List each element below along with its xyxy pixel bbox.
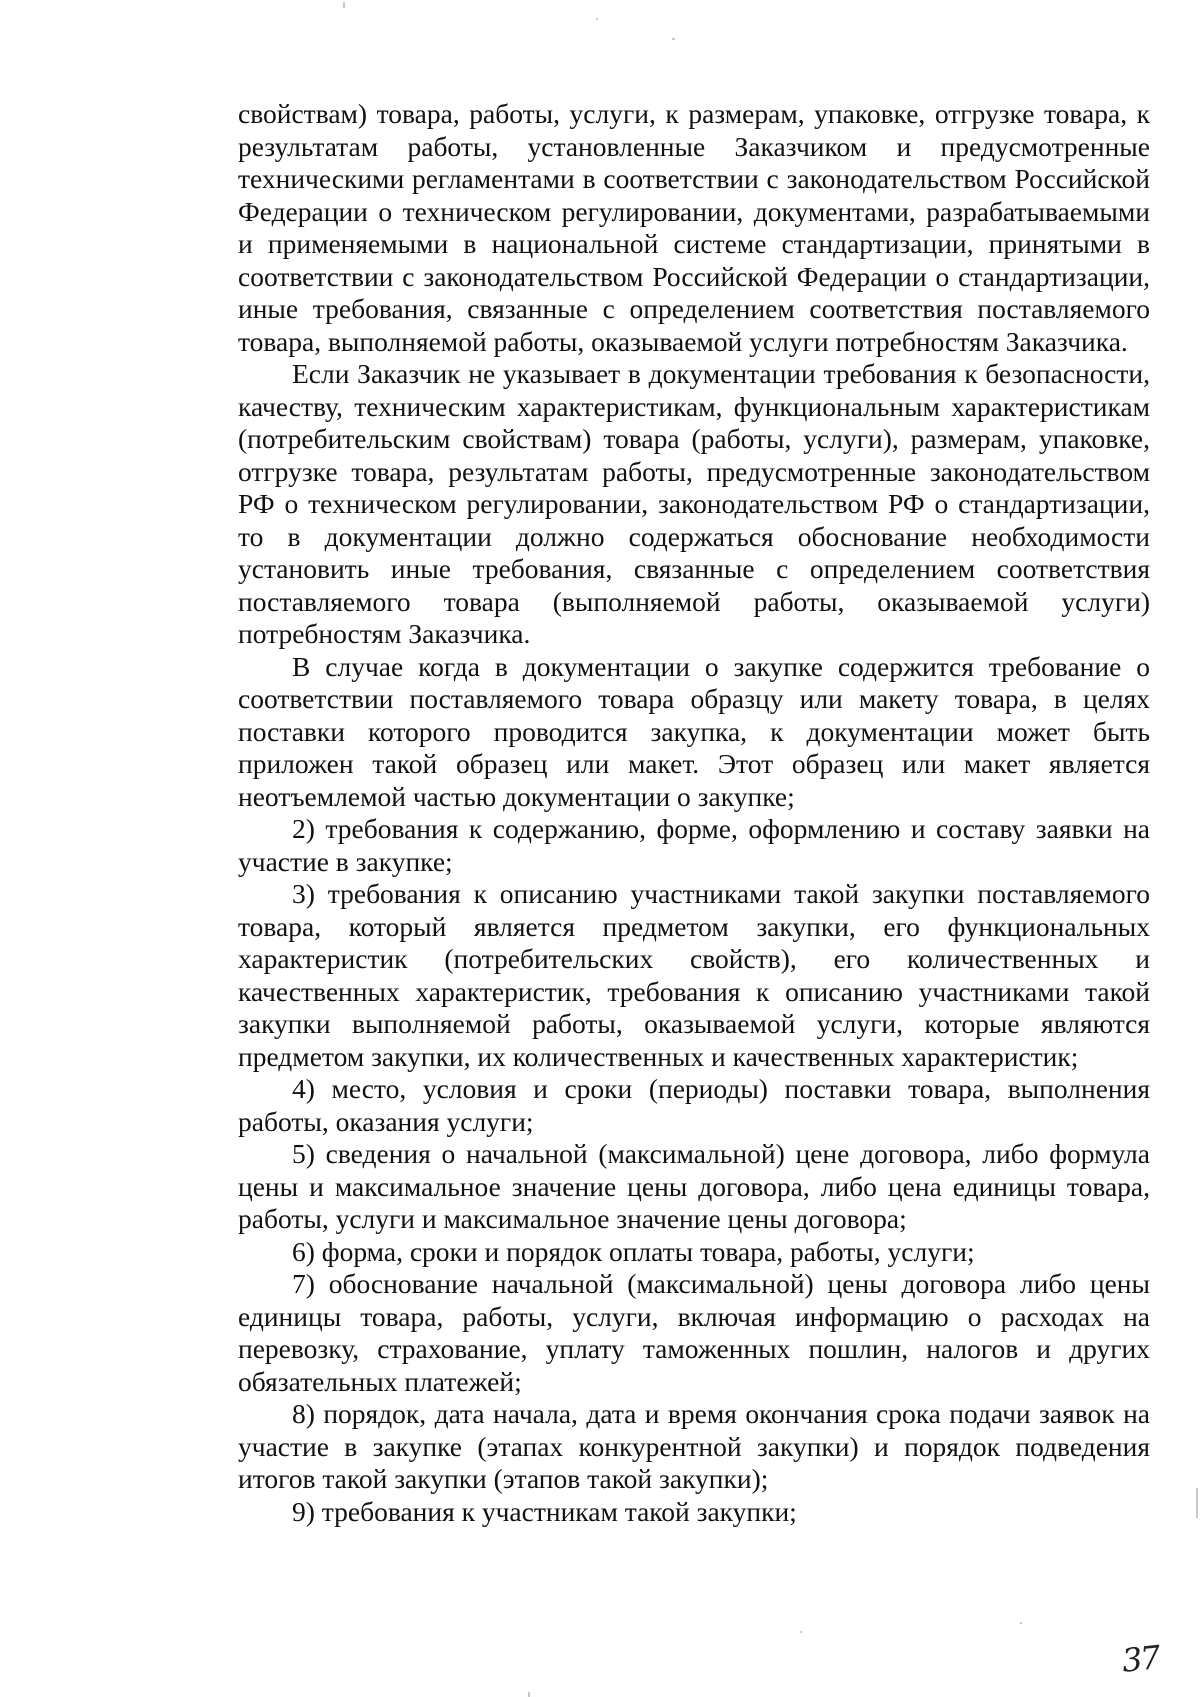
list-item-3: 3) требования к описанию участниками такой закупки поставляемого товара, который является предметом закупки, его функциональных характеристик (потребительских свойств), его количественных и качественных характеристик, требования к описанию участниками такой закупки выполняемой работы, оказываемой услуги, которые являются предметом закупки, их количественных и качественных характеристик; (238, 878, 1150, 1072)
list-item-6: 6) форма, сроки и порядок оплаты товара, работы, услуги; (292, 1235, 975, 1267)
list-item-8: 8) порядок, дата начала, дата и время окончания срока подачи заявок на участие в закупке (этапах конкурентной закупки) и порядок подведения итогов такой закупки (этапов такой закупки); (238, 1398, 1150, 1494)
list-item-9: 9) требования к участникам такой закупки; (292, 1495, 797, 1527)
page-number: 37 (1120, 1638, 1161, 1680)
document-body (238, 98, 1150, 1528)
scan-speck (343, 2, 345, 8)
paragraph-sample-model: В случае когда в документации о закупке содержится требование о соответствии поставляемого товара образцу или макету товара, в целях поставки которого проводится закупка, к документации может быть приложен такой образец или макет. Этот образец или макет является неотъемлемой частью документации о закупке; (238, 650, 1150, 812)
scan-speck (528, 1692, 530, 1697)
list-item-2: 2) требования к содержанию, форме, оформлению и составу заявки на участие в закупке; (238, 813, 1150, 877)
scan-speck (596, 18, 598, 20)
paragraph-requirements-justification: Если Заказчик не указывает в документации требования к безопасности, качеству, техническим характеристикам, функциональным характеристикам (потребительским свойствам) товара (работы, услуги), размерам, упаковке, отгрузке товара, результатам работы, предусмотренные законодательством РФ о техническом регулировании, законодательством РФ о стандартизации, то в документации должно содержаться обоснование необходимости установить иные требования, связанные с определением соответствия поставляемого товара (выполняемой работы, оказываемой услуги) потребностям Заказчика. (238, 358, 1150, 649)
scan-speck (1196, 1488, 1198, 1518)
paragraph-continuation: свойствам) товара, работы, услуги, к размерам, упаковке, отгрузке товара, к результатам работы, установленные Заказчиком и предусмотренные техническими регламентами в соответствии с законодательством Российской Федерации о техническом регулировании, документами, разрабатываемыми и применяемыми в национальной системе стандартизации, принятыми в соответствии с законодательством Российской Федерации о стандартизации, иные требования, связанные с определением соответствия поставляемого товара, выполняемой работы, оказываемой услуги потребностям Заказчика. (238, 98, 1150, 357)
scan-speck (672, 38, 675, 40)
list-item-5: 5) сведения о начальной (максимальной) цене договора, либо формула цены и максимальное значение цены договора, либо цена единицы товара, работы, услуги и максимальное значение цены договора; (238, 1138, 1150, 1234)
scan-speck (1020, 1622, 1022, 1624)
list-item-4: 4) место, условия и сроки (периоды) поставки товара, выполнения работы, оказания услуги; (238, 1073, 1150, 1137)
scan-speck (800, 1631, 802, 1633)
list-item-7: 7) обоснование начальной (максимальной) цены договора либо цены единицы товара, работы, услуги, включая информацию о расходах на перевозку, страхование, уплату таможенных пошлин, налогов и других обязательных платежей; (238, 1268, 1150, 1397)
